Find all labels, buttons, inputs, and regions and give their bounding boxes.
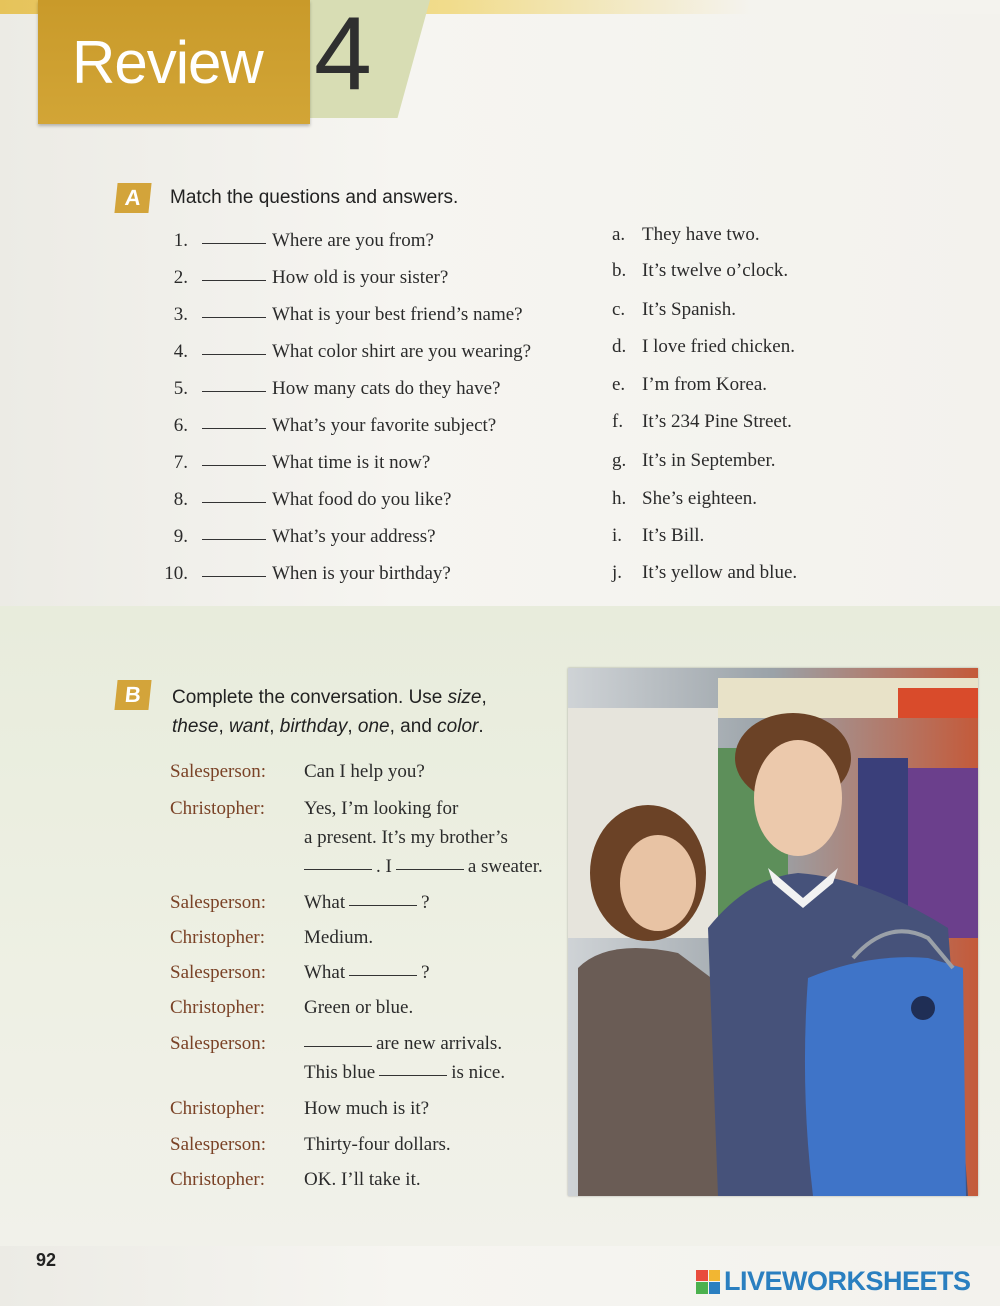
question-text: How many cats do they have? [272,378,501,399]
shopping-photo [568,668,978,1196]
sep-period: . [478,716,484,737]
answer-letter: j. [612,562,623,583]
section-a-instruction: Match the questions and answers. [170,187,459,208]
instruction-text: Complete the conversation. Use [172,687,448,708]
question-row [160,452,430,482]
logo-grid-icon [696,1270,720,1294]
answer-text: They have two. [642,224,760,245]
speaker-christopher: Christopher: [170,1098,265,1119]
speaker-salesperson: Salesperson: [170,962,267,983]
answer-letter: h. [612,488,627,509]
question-number: 10. [164,563,188,584]
answer-letter: e. [612,374,626,395]
conv-line: OK. I’ll take it. [304,1169,421,1190]
conv-line: How much is it? [304,1098,430,1119]
answer-row [612,525,704,555]
question-text: What time is it now? [272,452,431,473]
line-text: What [304,962,346,983]
answer-letter: g. [612,450,627,471]
answer-blank[interactable] [202,317,266,318]
conv-line: a present. It’s my brother’s [304,827,508,848]
sep-comma: , [218,716,224,737]
line-text: is nice. [451,1062,506,1083]
question-row [160,378,500,408]
question-number: 1. [173,230,188,251]
question-row [160,489,451,519]
answer-row [612,299,736,329]
question-row [160,267,448,297]
line-text: ? [421,962,430,983]
question-number: 5. [173,378,188,399]
answer-blank[interactable] [379,1075,447,1076]
section-a-badge: A [114,183,151,213]
answer-text: It’s Bill. [642,525,705,546]
line-text: a sweater. [467,856,543,877]
question-text: When is your birthday? [272,563,451,584]
speaker-christopher: Christopher: [170,997,265,1018]
conv-line [304,888,430,917]
answer-blank[interactable] [202,576,266,577]
answer-row [612,336,795,366]
question-row [160,304,523,334]
section-b-instruction [172,683,487,741]
question-row [160,526,436,556]
question-number: 3. [173,304,188,325]
conv-line: Green or blue. [304,997,414,1018]
sep-comma: , [269,716,275,737]
line-text: are new arrivals. [376,1033,503,1054]
answer-letter: c. [612,299,626,320]
answer-letter: a. [612,224,626,245]
answer-blank[interactable] [202,280,266,281]
line-text: This blue [304,1062,376,1083]
question-number: 8. [173,489,188,510]
shopping-photo-illustration [568,668,978,1196]
answer-row [612,411,792,441]
question-row [160,563,451,593]
answer-row [612,260,788,290]
answer-blank[interactable] [304,1046,372,1047]
answer-blank[interactable] [202,539,266,540]
answer-text: It’s yellow and blue. [642,562,798,583]
liveworksheets-logo [696,1266,971,1297]
answer-blank[interactable] [202,391,266,392]
conv-line: Yes, I’m looking for [304,798,459,819]
word-color: color [437,716,479,737]
question-text: What’s your favorite subject? [272,415,497,436]
answer-row [612,374,767,404]
question-number: 2. [173,267,188,288]
conv-line: Medium. [304,927,374,948]
conv-line [304,1058,505,1087]
word-one: one [357,716,390,737]
question-number: 9. [173,526,188,547]
question-number: 7. [173,452,188,473]
answer-blank[interactable] [349,975,417,976]
question-text: What color shirt are you wearing? [272,341,532,362]
answer-blank[interactable] [304,869,372,870]
answer-text: I love fried chicken. [642,336,795,357]
answer-letter: b. [612,260,627,281]
question-text: What is your best friend’s name? [272,304,523,325]
answer-blank[interactable] [202,428,266,429]
conv-line [304,958,430,987]
answer-blank[interactable] [202,465,266,466]
conv-line: Can I help you? [304,761,425,782]
answer-blank[interactable] [396,869,464,870]
answer-blank[interactable] [202,243,266,244]
question-text: Where are you from? [272,230,434,251]
word-size: size [447,687,482,708]
line-text: . I [376,856,392,877]
answer-row [612,562,797,592]
question-row [160,341,531,371]
conv-line: Thirty-four dollars. [304,1134,451,1155]
answer-letter: f. [612,411,624,432]
answer-row [612,450,776,480]
speaker-salesperson: Salesperson: [170,761,267,782]
answer-blank[interactable] [202,354,266,355]
line-text: What [304,892,346,913]
speaker-christopher: Christopher: [170,1169,265,1190]
answer-text: She’s eighteen. [642,488,758,509]
question-row [160,415,496,445]
review-title: Review [72,29,263,96]
answer-text: It’s Spanish. [642,299,736,320]
page-number: 92 [36,1250,57,1270]
answer-text: It’s in September. [642,450,776,471]
sep-comma: , [481,687,487,708]
answer-letter: i. [612,525,623,546]
speaker-christopher: Christopher: [170,798,265,819]
answer-blank[interactable] [202,502,266,503]
speaker-salesperson: Salesperson: [170,892,267,913]
section-b-badge: B [114,680,151,710]
answer-text: It’s twelve o’clock. [642,260,789,281]
speaker-salesperson: Salesperson: [170,1134,267,1155]
sep-and: , and [389,716,432,737]
question-text: What food do you like? [272,489,452,510]
answer-letter: d. [612,336,627,357]
conv-line [304,1029,502,1058]
answer-text: I’m from Korea. [642,374,768,395]
question-number: 6. [173,415,188,436]
sep-comma: , [347,716,353,737]
speaker-salesperson: Salesperson: [170,1033,267,1054]
conv-line [304,852,543,881]
question-row [160,230,434,260]
answer-row [612,224,760,254]
question-text: What’s your address? [272,526,436,547]
review-number: 4 [314,0,372,112]
word-want: want [229,716,270,737]
answer-blank[interactable] [349,905,417,906]
speaker-christopher: Christopher: [170,927,265,948]
answer-row [612,488,757,518]
logo-text: LIVEWORKSHEETS [724,1266,971,1296]
answer-text: It’s 234 Pine Street. [642,411,792,432]
question-number: 4. [173,341,188,362]
word-birthday: birthday [279,716,348,737]
question-text: How old is your sister? [272,267,449,288]
line-text: ? [421,892,430,913]
word-these: these [172,716,219,737]
